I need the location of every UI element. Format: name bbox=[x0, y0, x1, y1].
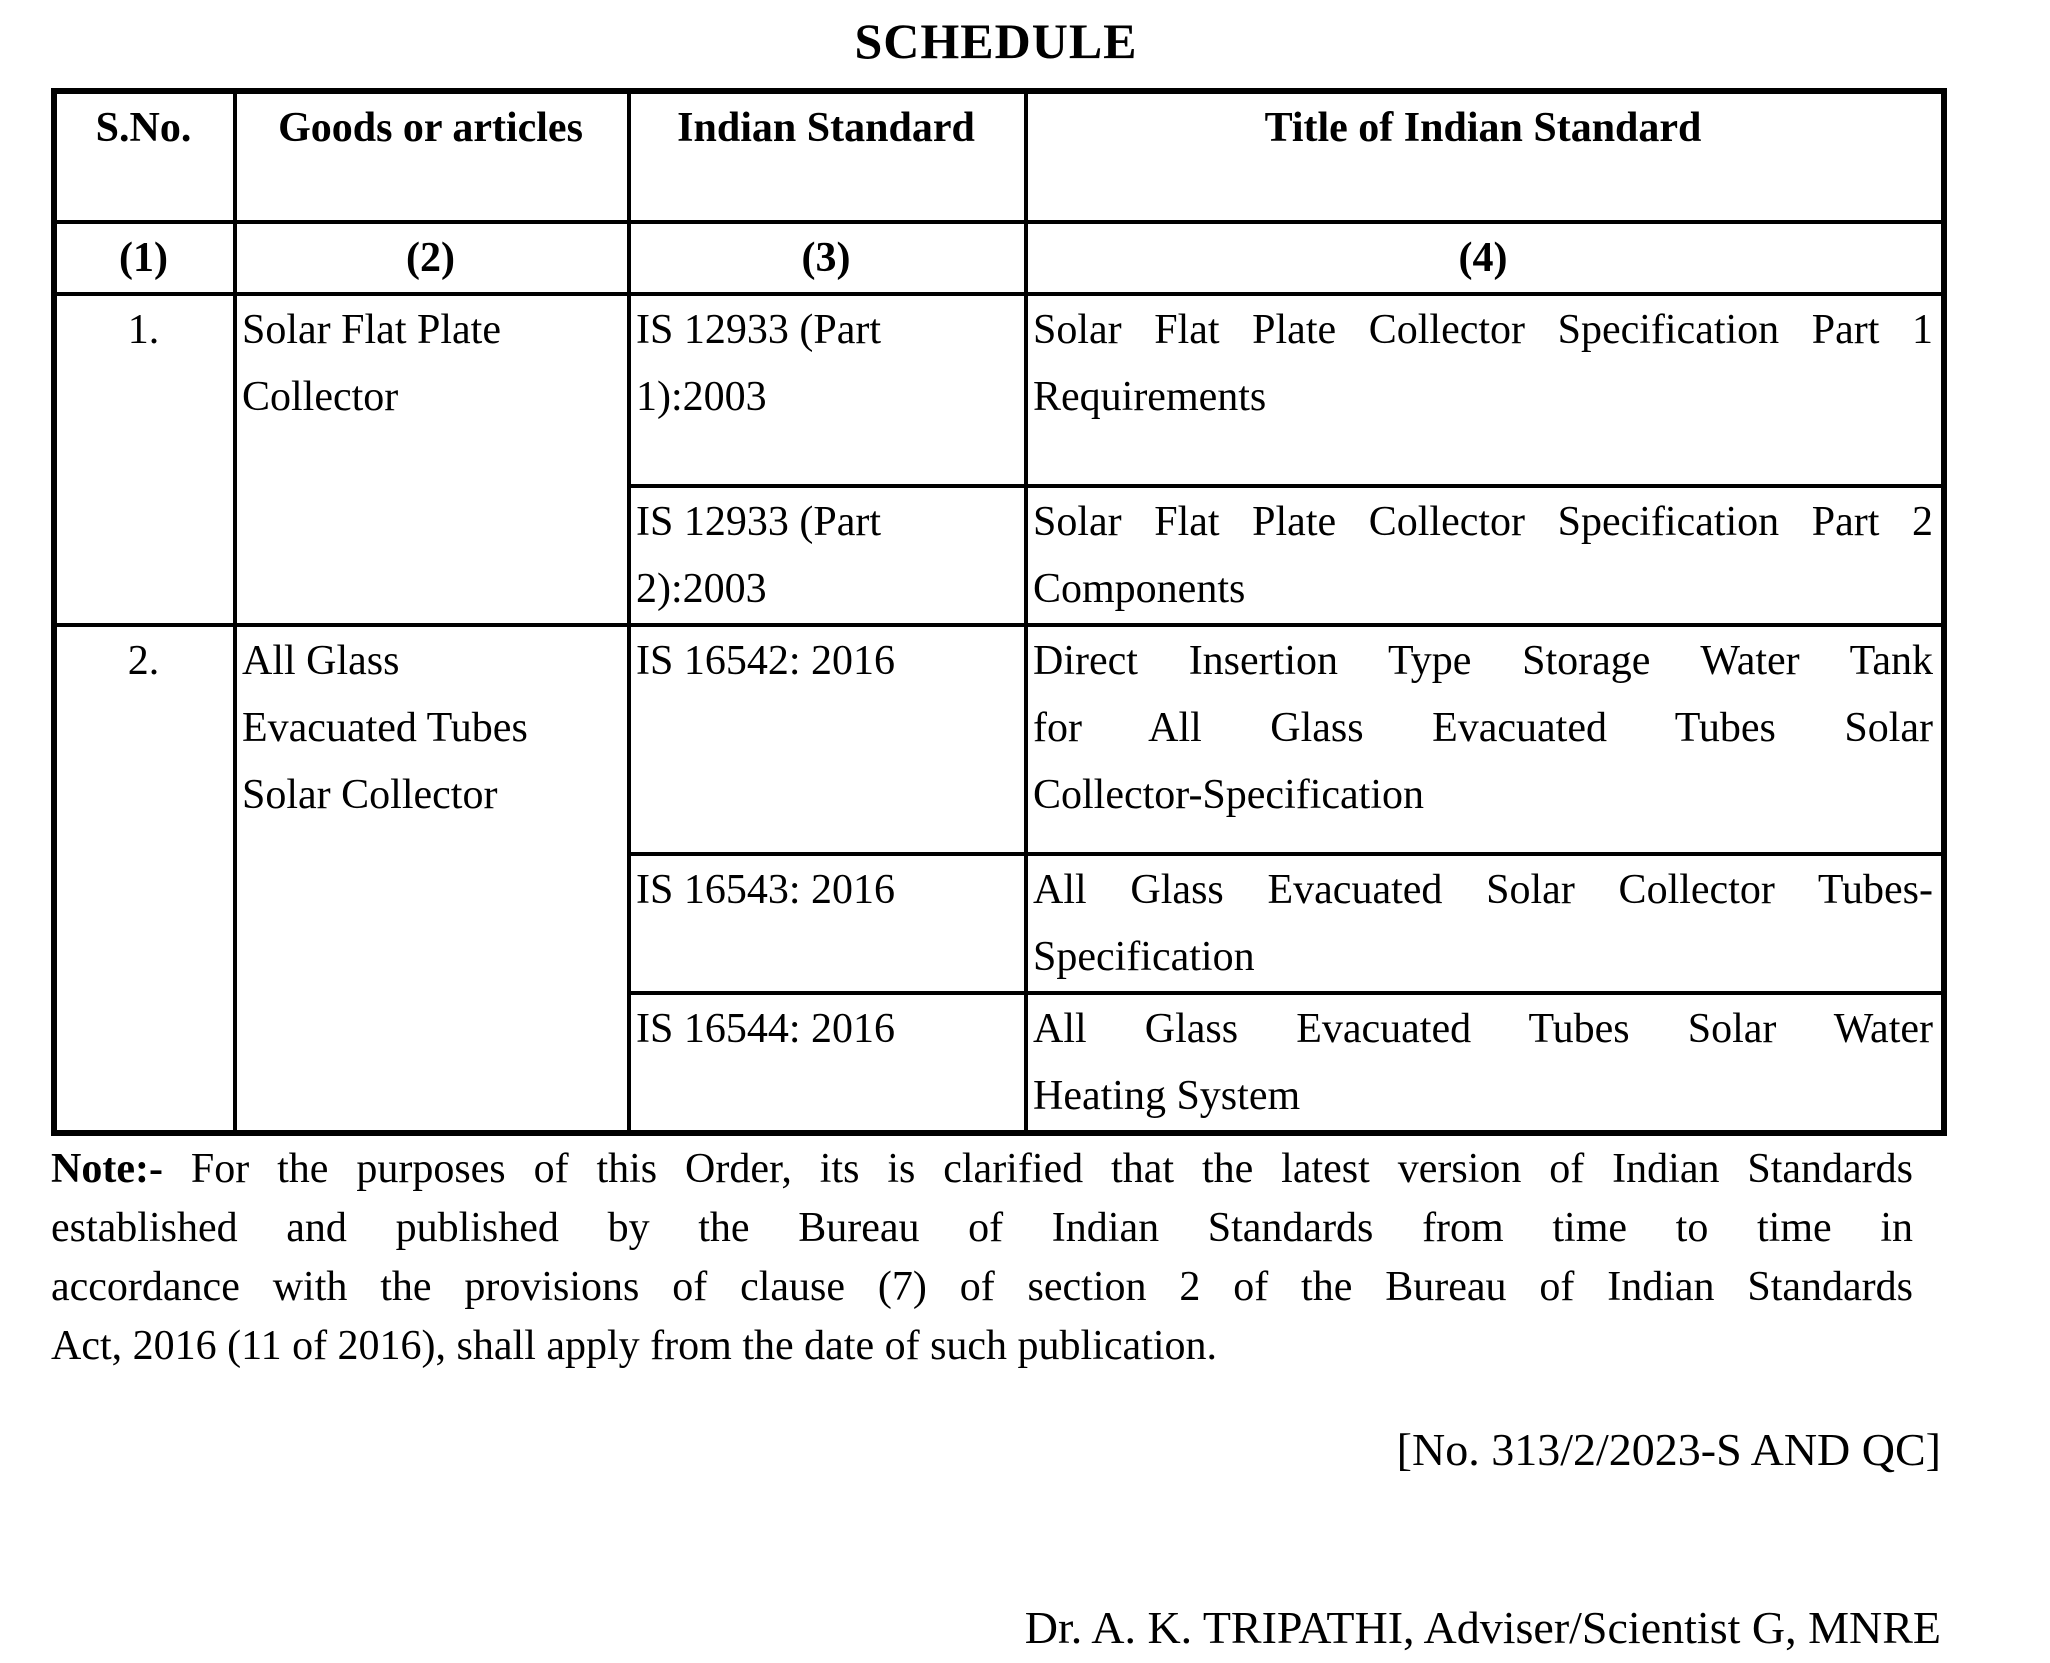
standard-line: IS 16544: 2016 bbox=[636, 1006, 896, 1052]
goods-cell bbox=[235, 294, 629, 625]
standard-cell bbox=[629, 625, 1026, 854]
col-number-2: (2) bbox=[235, 222, 629, 294]
col-number-3: (3) bbox=[629, 222, 1026, 294]
standard-line: 1):2003 bbox=[636, 374, 767, 420]
table-row bbox=[54, 625, 1944, 854]
title-line: Solar Flat Plate Collector Specification Part 1 bbox=[1033, 307, 1933, 353]
col-header-title: Title of Indian Standard bbox=[1026, 91, 1944, 222]
standard-line: IS 12933 (Part bbox=[636, 499, 881, 545]
note-paragraph bbox=[51, 1140, 1913, 1376]
title-line: Heating System bbox=[1033, 1073, 1301, 1119]
title-line: Direct Insertion Type Storage Water Tank bbox=[1033, 638, 1933, 684]
title-cell bbox=[1026, 625, 1944, 854]
standard-line: IS 12933 (Part bbox=[636, 307, 881, 353]
title-line: Collector-Specification bbox=[1033, 772, 1425, 818]
title-cell bbox=[1026, 294, 1944, 486]
standard-line: 2):2003 bbox=[636, 566, 767, 612]
title-cell bbox=[1026, 993, 1944, 1133]
title-line: Requirements bbox=[1033, 374, 1267, 420]
standard-cell bbox=[629, 294, 1026, 486]
header-row bbox=[54, 91, 1944, 222]
goods-line: Solar Flat Plate bbox=[242, 307, 501, 353]
standard-cell bbox=[629, 993, 1026, 1133]
sno-cell: 1. bbox=[54, 294, 235, 625]
document-page bbox=[51, 12, 1941, 1657]
title-line: All Glass Evacuated Solar Collector Tubes- bbox=[1033, 867, 1933, 913]
goods-line: Evacuated Tubes bbox=[242, 705, 528, 751]
goods-line: Collector bbox=[242, 374, 399, 420]
col-header-standard: Indian Standard bbox=[629, 91, 1026, 222]
page-title: SCHEDULE bbox=[854, 13, 1138, 69]
col-header-goods: Goods or articles bbox=[235, 91, 629, 222]
goods-line: All Glass bbox=[242, 638, 400, 684]
title-cell bbox=[1026, 486, 1944, 625]
standard-line: IS 16543: 2016 bbox=[636, 867, 896, 913]
signature-line: Dr. A. K. TRIPATHI, Adviser/Scientist G, MNRE bbox=[1024, 1602, 1941, 1653]
title-line: Specification bbox=[1033, 934, 1255, 980]
column-number-row bbox=[54, 222, 1944, 294]
col-number-4: (4) bbox=[1026, 222, 1944, 294]
note-label: Note:- bbox=[51, 1146, 163, 1192]
standard-cell bbox=[629, 486, 1026, 625]
note-line: established and published by the Bureau of Indian Standards from time to time in bbox=[51, 1205, 1913, 1251]
sno-cell: 2. bbox=[54, 625, 235, 1133]
reference-number: [No. 313/2/2023-S AND QC] bbox=[1396, 1424, 1941, 1475]
standard-cell bbox=[629, 854, 1026, 993]
note-line: accordance with the provisions of clause (7) of section 2 of the Bureau of Indian Standards bbox=[51, 1264, 1913, 1310]
schedule-table bbox=[51, 88, 1947, 1136]
title-line: Solar Flat Plate Collector Specification Part 2 bbox=[1033, 499, 1933, 545]
title-line: for All Glass Evacuated Tubes Solar bbox=[1033, 705, 1933, 751]
title-line: All Glass Evacuated Tubes Solar Water bbox=[1033, 1006, 1933, 1052]
col-number-1: (1) bbox=[54, 222, 235, 294]
note-text: For the purposes of this Order, its is clarified that the latest version of Indian Standards bbox=[190, 1146, 1914, 1192]
col-header-sno: S.No. bbox=[54, 91, 235, 222]
note-line bbox=[51, 1140, 1913, 1199]
goods-cell bbox=[235, 625, 629, 1133]
goods-line: Solar Collector bbox=[242, 772, 498, 818]
note-line: Act, 2016 (11 of 2016), shall apply from the date of such publication. bbox=[51, 1323, 1218, 1369]
title-line: Components bbox=[1033, 566, 1246, 612]
title-cell bbox=[1026, 854, 1944, 993]
standard-line: IS 16542: 2016 bbox=[636, 638, 896, 684]
table-row bbox=[54, 294, 1944, 486]
